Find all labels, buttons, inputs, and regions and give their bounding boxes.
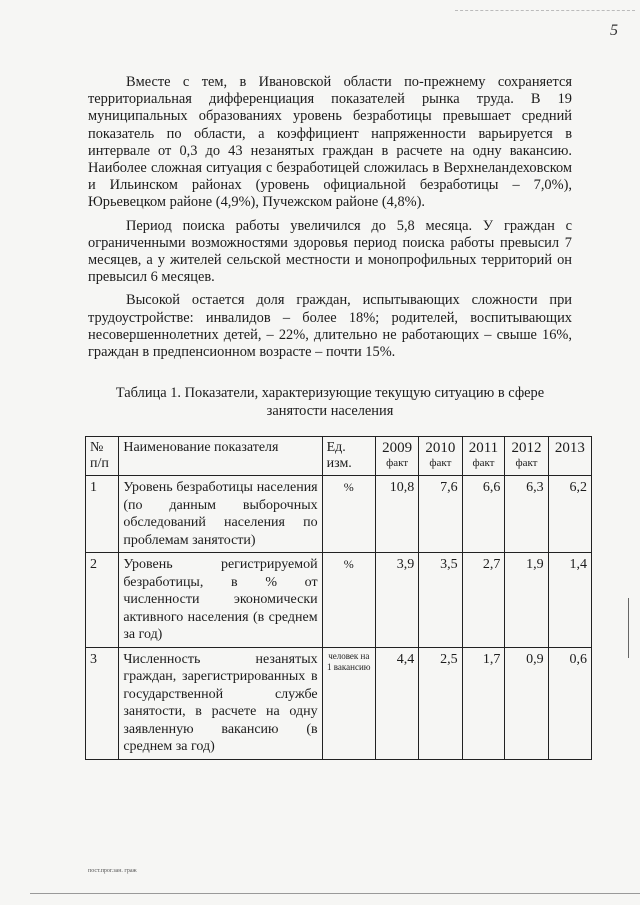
header-year-note: факт [515,457,538,469]
header-year-2011 [462,437,505,476]
table-caption [88,384,572,420]
header-year-note: факт [386,457,409,469]
paragraph-2: Период поиска работы увеличился до 5,8 месяца. У граждан с ограниченными возможностями здоровья период поиска работы превысил 7 месяцев, а у жителей сельской местности и монопрофильных территорий он превысил 6 месяцев. [88,217,572,286]
row-name: Численность незанятых граждан, зарегистрированных в государственной службе занятости, в расчете на одну заявленную вакансию (в среднем за год) [119,647,322,759]
table-row [86,647,592,759]
row-value-2011: 6,6 [462,476,505,553]
row-value-2011: 2,7 [462,553,505,648]
row-value-2013: 0,6 [548,647,591,759]
header-year: 2012 [511,440,542,456]
page-number: 5 [610,22,618,39]
header-unit: Ед. изм. [322,437,375,476]
row-name: Уровень регистрируемой безработицы, в % от численности экономически активного населения (в среднем за год) [119,553,322,648]
indicators-table [85,436,592,760]
header-year-2009 [375,437,418,476]
table-header-row [86,437,592,476]
row-value-2013: 1,4 [548,553,591,648]
table-row [86,476,592,553]
row-value-2013: 6,2 [548,476,591,553]
row-value-2010: 3,5 [419,553,462,648]
header-year-2010 [419,437,462,476]
header-year-note: факт [429,457,452,469]
table-row [86,553,592,648]
table-caption-line-2: занятости населения [266,403,394,419]
row-value-2012: 6,3 [505,476,548,553]
header-year: 2011 [468,440,499,456]
header-num [86,437,119,476]
header-year: 2010 [425,440,456,456]
paragraph-1: Вместе с тем, в Ивановской области по-прежнему сохраняется территориальная дифференциация показателей рынка труда. В 19 муниципальных образованиях уровень безработицы превышает средний показатель по области, а коэффициент напряженности варьируется в интервале от 0,3 до 43 незанятых граждан в расчете на одну вакансию. Наиболее сложная ситуация с безработицей сложилась в Верхнеландеховском и Ильинском районах (уровень официальной безработицы – 7,0%), Юрьевецком районе (4,9%), Пучежском районе (4,8%). [88,74,572,211]
header-num-line-2: п/п [90,456,109,471]
row-num: 3 [86,647,119,759]
row-unit: человек на 1 вакансию [322,647,375,759]
header-num-line-1: № [90,440,104,455]
row-name: Уровень безработицы населения (по данным выборочных обследований населения по проблемам занятости) [119,476,322,553]
table-caption-line-1: Таблица 1. Показатели, характеризующие текущую ситуацию в сфере [115,385,545,401]
row-num: 1 [86,476,119,553]
row-value-2010: 7,6 [419,476,462,553]
scan-artifact-bottom [30,893,640,894]
header-year: 2009 [382,440,413,456]
row-value-2009: 3,9 [375,553,418,648]
header-name: Наименование показателя [119,437,322,476]
row-unit: % [322,476,375,553]
row-value-2010: 2,5 [419,647,462,759]
header-year-2013 [548,437,591,476]
row-value-2012: 1,9 [505,553,548,648]
header-year-note: факт [472,457,495,469]
paragraph-3: Высокой остается доля граждан, испытывающих сложности при трудоустройстве: инвалидов – более 18%; родителей, воспитывающих несовершеннолетних детей, – 22%, длительно не работающих – свыше 16%, граждан в предпенсионном возрасте – почти 15%. [88,292,572,361]
body-text [88,74,572,367]
row-value-2009: 4,4 [375,647,418,759]
row-value-2012: 0,9 [505,647,548,759]
scan-artifact-top [455,10,635,11]
row-value-2011: 1,7 [462,647,505,759]
scan-artifact-side [628,598,629,658]
header-year: 2013 [554,440,585,456]
row-num: 2 [86,553,119,648]
header-year-2012 [505,437,548,476]
footer-note: пост.прог.зан. граж [88,868,137,874]
row-unit: % [322,553,375,648]
row-value-2009: 10,8 [375,476,418,553]
